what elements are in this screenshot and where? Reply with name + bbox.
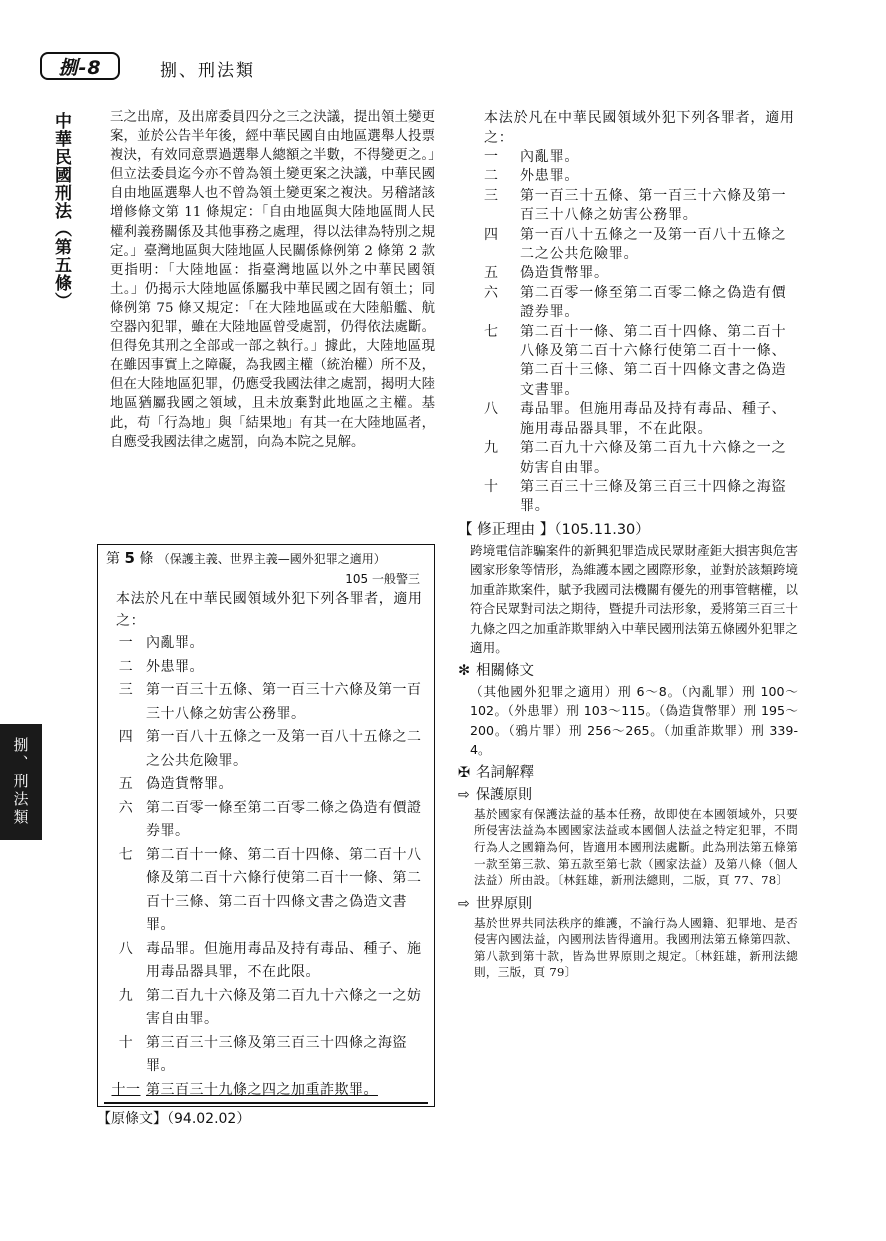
original-item [458, 264, 798, 283]
item-text: 偽造貨幣罪。 [146, 776, 233, 792]
article-heading [106, 547, 426, 570]
item-number: 七 [118, 846, 134, 863]
item-number: 三 [118, 682, 134, 698]
item-text: 毒品罪。但施用毒品及持有毒品、種子、施用毒品器具罪，不在此限。 [146, 940, 422, 980]
item-text: 第三百三十九條之四之加重詐欺罪。 [146, 1081, 378, 1098]
glossary-heading [458, 762, 798, 784]
original-item [458, 187, 798, 226]
exam-reference: 105 一般警三 [345, 572, 420, 586]
section-side-tab [0, 724, 42, 840]
original-item [458, 226, 798, 265]
original-article-items [458, 148, 798, 517]
item-text: 第一百八十五條之一及第一百八十五條之二之公共危險罪。 [146, 729, 422, 769]
original-item [458, 323, 798, 401]
item-text: 第二百九十六條及第二百九十六條之一之妨害自由罪。 [520, 440, 787, 476]
article-item [106, 938, 426, 985]
article-note: （保護主義、世界主義—國外犯罪之適用） [157, 552, 386, 566]
box-underline-rule [104, 1102, 428, 1104]
glossary-term [458, 893, 798, 915]
original-item [458, 400, 798, 439]
glossary-term [458, 784, 798, 806]
glossary-term-label: 保護原則 [476, 786, 532, 803]
item-number: 四 [118, 729, 134, 745]
original-item [458, 167, 798, 186]
item-number: 七 [484, 323, 499, 340]
original-item [458, 439, 798, 478]
item-text: 第一百三十五條、第一百三十六條及第一百三十八條之妨害公務罪。 [146, 682, 422, 722]
original-item [458, 148, 798, 167]
item-text: 第二百零一條至第二百零二條之偽造有價證券罪。 [520, 284, 787, 321]
item-number: 三 [484, 187, 499, 204]
arrow-right-icon: ⇨ [458, 895, 470, 912]
item-text: 偽造貨幣罪。 [520, 265, 609, 282]
related-heading [458, 660, 798, 682]
article-number-label: 第 [106, 551, 120, 567]
glossary-term-text: 基於國家有保護法益的基本任務，故即使在本國領域外，只要所侵害法益為本國國家法益或本國個人法益之特定犯罪，不問行為人之國籍為何，皆適用本國刑法處斷。此為刑法第五條第一款至第三款、第五款至第七款（國家法益）及第八條（個人法益）所由設。〔林鈺雄，新刑法總則，二版，頁 77、78〕 [474, 806, 798, 888]
item-text: 第三百三十三條及第三百三十四條之海盜罪。 [520, 478, 787, 515]
item-text: 內亂罪。 [146, 635, 204, 651]
side-tab-label: 捌、刑法類 [11, 737, 30, 827]
original-article-label: 【原條文】（94.02.02） [97, 1111, 251, 1127]
right-column [458, 108, 798, 981]
left-column [110, 108, 435, 452]
arrow-right-icon: ⇨ [458, 786, 470, 803]
item-text: 第一百八十五條之一及第一百八十五條之二之公共危險罪。 [520, 226, 787, 263]
item-number: 五 [484, 265, 499, 282]
article-items [106, 632, 426, 1102]
item-number: 八 [484, 401, 499, 418]
original-item [458, 284, 798, 323]
item-number: 二 [118, 658, 134, 675]
article-item [106, 1032, 426, 1079]
item-number: 四 [484, 226, 499, 243]
related-heading-label: 相關條文 [476, 662, 534, 679]
item-text: 第二百十一條、第二百十四條、第二百十八條及第二百十六條行使第二百十一條、第二百十三條、第二百十四條文書之偽造文書罪。 [520, 323, 787, 398]
section-header-title: 捌、刑法類 [160, 61, 255, 81]
item-number: 一 [484, 149, 499, 165]
item-text: 第二百九十六條及第二百九十六條之一之妨害自由罪。 [146, 987, 422, 1027]
item-number: 六 [118, 799, 134, 816]
item-number: 一 [118, 635, 134, 651]
glossary-term-text: 基於世界共同法秩序的維護，不論行為人國籍、犯罪地、是否侵害內國法益，內國刑法皆得適用。我國刑法第五條第四款、第八款到第十款，皆為世界原則之規定。〔林鈺雄，新刑法總則，三版，頁 79〕 [474, 915, 798, 980]
article-item [106, 632, 426, 656]
article-item [106, 679, 426, 726]
original-article-intro: 本法於凡在中華民國領域外犯下列各罪者，適用之： [484, 110, 795, 146]
amendment-heading: 【 修正理由 】（105.11.30） [458, 521, 650, 538]
article-5-box [97, 544, 435, 1107]
glossary-term-label: 世界原則 [476, 895, 532, 912]
item-number: 十 [118, 1034, 134, 1051]
item-number: 五 [118, 776, 134, 792]
article-item [106, 797, 426, 844]
item-text: 第三百三十三條及第三百三十四條之海盜罪。 [146, 1034, 407, 1074]
asterisk-icon: ✻ [458, 662, 471, 679]
vertical-article-title: 中華民國刑法（第五條） [51, 112, 71, 310]
glossary-heading-label: 名詞解釋 [476, 764, 534, 781]
original-item [458, 478, 798, 517]
judgment-paragraph: 三之出席，及出席委員四分之三之決議，提出領土變更案，並於公告半年後，經中華民國自由地區選舉人投票複決，有效同意票過選舉人總額之半數，不得變更之。」但立法委員迄今亦不曾為領土變更案之決議，中華民國自由地區選舉人也不曾為領土變更案之複決。另稽諸該增修條文第 11 條規定：「自由地區與大陸地區間人民權利義務關係及其他事務之處理，得以法律為特別之規定。」臺灣地區與大陸地區人民關係條例第 2 條第 2 款更指明：「大陸地區：指臺灣地區以外之中華民國領土。」仍揭示大陸地區係屬我中華民國之固有領土；同條例第 75 條又規定：「在大陸地區或在大陸船艦、航空器內犯罪，雖在大陸地區曾受處罰，仍得依法處斷。但得免其刑之全部或一部之執行。」據此，大陸地區現在雖因事實上之障礙，為我國主權（統治權）所不及，但在大陸地區犯罪，仍應受我國法律之處罰，揭明大陸地區猶屬我國之領域，且未放棄對此地區之主權。基此，苟「行為地」與「結果地」有其一在大陸地區者，自應受我國法律之處罰，向為本院之見解。 [110, 110, 435, 450]
cross-icon: ✠ [458, 764, 471, 781]
article-item [106, 726, 426, 773]
item-number: 九 [484, 440, 499, 457]
item-number: 二 [484, 168, 499, 185]
article-unit: 條 [139, 551, 154, 567]
item-text: 第一百三十五條、第一百三十六條及第一百三十八條之妨害公務罪。 [520, 187, 787, 224]
page-number-badge: 捌-8 [40, 52, 120, 80]
item-number: 九 [118, 987, 134, 1004]
item-text: 外患罪。 [520, 168, 580, 185]
article-item-new [106, 1079, 426, 1103]
item-number: 八 [118, 940, 134, 957]
item-text: 毒品罪。但施用毒品及持有毒品、種子、施用毒品器具罪，不在此限。 [520, 401, 787, 437]
item-number: 十一 [111, 1081, 141, 1098]
item-text: 外患罪。 [146, 658, 204, 675]
item-text: 內亂罪。 [520, 149, 580, 165]
article-item [106, 844, 426, 938]
article-item [106, 985, 426, 1032]
amendment-text: 跨境電信詐騙案件的新興犯罪造成民眾財產鉅大損害與危害國家形象等情形，為維護本國之國際形象，並對於該類跨境加重詐欺案件，賦予我國司法機關有優先的刑事管轄權，以符合民眾對司法之期待，暨提升司法形象，爰將第三百三十九條之四之加重詐欺罪納入中華民國刑法第五條國外犯罪之適用。 [470, 542, 798, 656]
item-text: 第二百零一條至第二百零二條之偽造有價證券罪。 [146, 799, 422, 839]
article-number: 5 [124, 549, 135, 567]
article-item [106, 773, 426, 797]
related-text: （其他國外犯罪之適用）刑 6～8。（內亂罪）刑 100～102。（外患罪）刑 103～115。（偽造貨幣罪）刑 195～200。（鴉片罪）刑 256～265。（加重詐欺罪）刑 339-4。 [470, 683, 798, 758]
item-text: 第二百十一條、第二百十四條、第二百十八條及第二百十六條行使第二百十一條、第二百十三條、第二百十四條文書之偽造文書罪。 [146, 846, 422, 933]
item-number: 六 [484, 284, 499, 301]
article-item [106, 656, 426, 680]
article-intro: 本法於凡在中華民國領域外犯下列各罪者，適用之： [116, 591, 423, 629]
item-number: 十 [484, 478, 499, 495]
